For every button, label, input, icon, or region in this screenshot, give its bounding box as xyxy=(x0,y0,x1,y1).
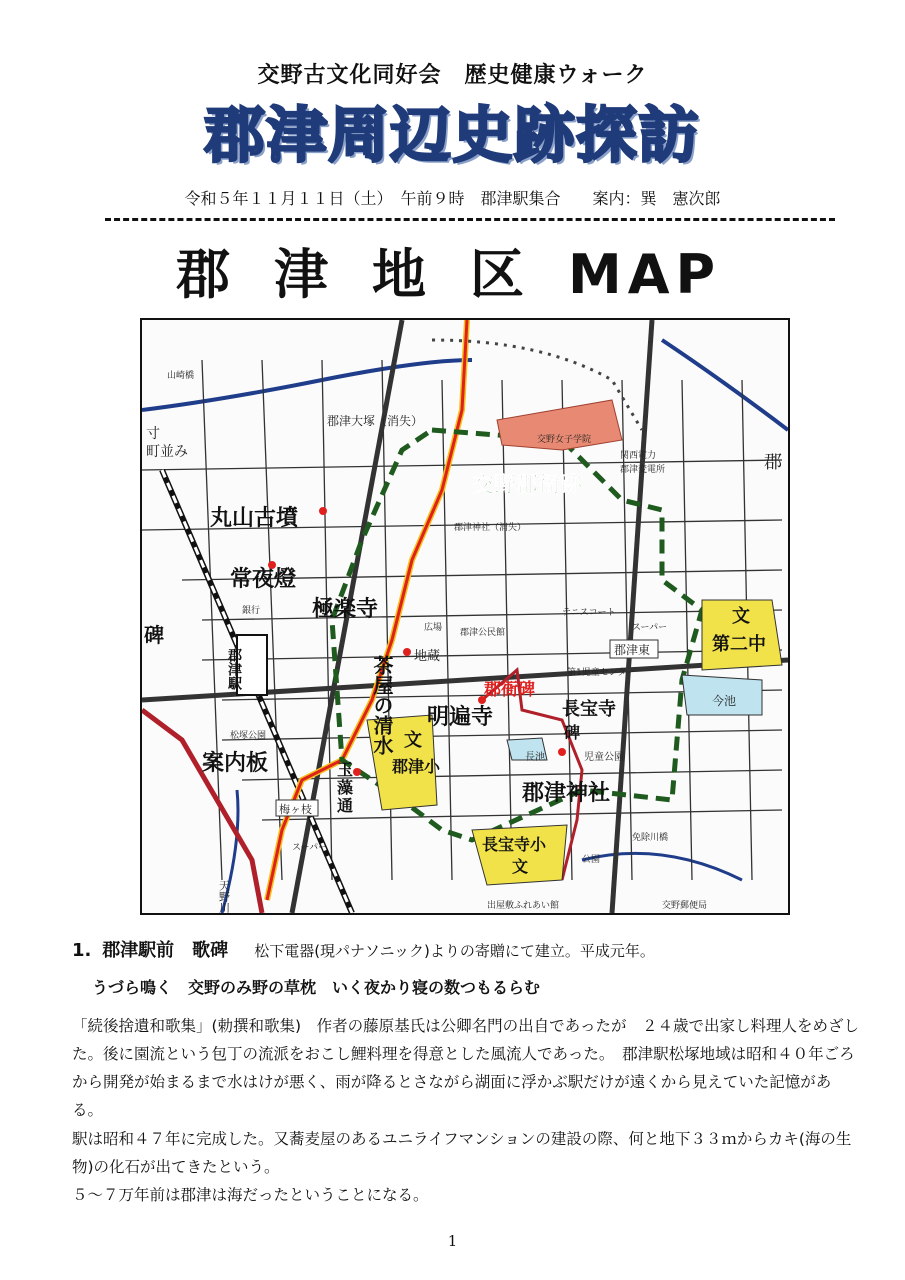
event-details: 令和５年１１月１１日（土） 午前９時 郡津駅集合 案内：巽 憲次郎 xyxy=(184,189,721,208)
page-number: 1 xyxy=(447,1232,458,1250)
dashed-divider xyxy=(105,218,835,221)
label-joyato: 常夜燈 xyxy=(230,567,297,592)
label-choho-sho: 長宝寺小 xyxy=(482,835,547,854)
poem: うづら鳴く 交野のみ野の草枕 いく夜かり寝の数つもるらむ xyxy=(92,978,541,997)
page-title: 郡津周辺史跡探訪 xyxy=(204,101,701,171)
label-super1: スーパー xyxy=(632,623,668,633)
label-umegae: 梅ヶ枝 xyxy=(279,803,312,816)
label-amano: 天野川 xyxy=(217,880,231,913)
label-maruyama: 丸山古墳 xyxy=(210,506,299,531)
label-koen: 公園 xyxy=(582,855,601,865)
label-tamamo-2: 藻 xyxy=(337,778,354,797)
label-kozu-higashi: 郡津東 xyxy=(614,643,651,657)
label-choho-bun: 文 xyxy=(512,857,529,876)
label-koban: 広場 xyxy=(424,623,443,633)
label-naga-ike: 長池 xyxy=(525,752,545,763)
label-kozu-otsuka: 郡津大塚（消失） xyxy=(327,414,424,428)
label-kozu-jinja-sub: 郡津神社（消失） xyxy=(454,523,527,533)
label-post: 交野郵便局 xyxy=(662,901,708,911)
label-jogakuin: 交野女子学院 xyxy=(537,435,592,445)
map-title-jp: 郡津地区 xyxy=(176,243,568,306)
club-name: 交野古文化同好会 歴史健康ウォーク xyxy=(257,63,648,88)
label-chaya: 茶屋の清水 xyxy=(370,655,394,755)
label-chohoji: 長宝寺 xyxy=(562,699,616,720)
label-kozu-jinja: 郡津神社 xyxy=(522,781,611,806)
label-hi-mark: 碑 xyxy=(564,723,581,742)
label-ku-left: 寸 xyxy=(146,426,160,442)
east-road xyxy=(612,320,652,913)
label-katano-gunga: 交野郡衙跡 xyxy=(472,473,583,498)
label-jizo: 地蔵 xyxy=(414,649,441,664)
label-daini-bun: 文 xyxy=(732,606,750,627)
river-north xyxy=(142,360,472,410)
section-description: 松下電器(現パナソニック)よりの寄贈にて建立。平成元年。 xyxy=(254,942,655,960)
label-sho-bun: 文 xyxy=(404,730,422,751)
paragraph-2: 駅は昭和４７年に完成した。又蕎麦屋のあるユニライフマンションの建設の際、何と地下３３ｍからカキ(海の生物)の化石が出てきたという。 xyxy=(72,1130,852,1176)
paragraph-1: 「続後捨遺和歌集」(勅撰和歌集) 作者の藤原基氏は公卿名門の出自であったが ２４歳で出家し料理人をめざした。後に園流という包丁の流派をおこし鯉料理を得意とした風流人であった。 郡津駅松塚地域は昭和４０年ごろから開発が始まるまで水はけが悪く、雨が降るとさながら湖面に浮かぶ駅だけが遠くから見えていた記憶がある。 xyxy=(72,1017,859,1119)
label-annai: 案内板 xyxy=(202,751,269,776)
label-fureai: 出屋敷ふれあい館 xyxy=(487,901,560,911)
label-tamamo-1: 玉 xyxy=(337,760,354,779)
section-number: 1. xyxy=(72,940,92,961)
label-myohenji: 明遍寺 xyxy=(427,705,494,730)
label-jido: 第1児童センター xyxy=(567,668,636,678)
map-svg xyxy=(142,320,788,913)
label-super2: スーパー xyxy=(292,843,328,853)
label-menkyo: 免除川橋 xyxy=(632,833,669,843)
section-heading xyxy=(72,936,655,962)
label-station: 郡津駅 xyxy=(226,648,242,690)
river-ne xyxy=(662,340,788,430)
label-cho-nami: 町並み xyxy=(146,444,188,460)
label-tennis: テニスコート xyxy=(562,608,616,618)
map-title xyxy=(176,232,721,309)
paragraph-3: ５〜７万年前は郡津は海だったということになる。 xyxy=(72,1186,429,1204)
label-daini: 第二中 xyxy=(712,634,766,655)
label-gokurakuji: 極楽寺 xyxy=(312,597,379,622)
area-map xyxy=(140,318,790,915)
label-ima-ike: 今池 xyxy=(712,694,737,708)
label-tamamo-3: 通 xyxy=(337,796,354,815)
label-sho: 郡津小 xyxy=(392,757,441,776)
section-title: 郡津駅前 歌碑 xyxy=(102,940,229,961)
river-south xyxy=(582,853,742,880)
label-hi-left: 碑 xyxy=(144,623,164,647)
label-right-edge: 郡 xyxy=(764,452,782,473)
label-kanden: 関西電力 xyxy=(620,451,657,461)
choho-sho-area xyxy=(472,825,567,885)
label-gunga-hi: 郡衙碑 xyxy=(484,680,535,700)
label-kanden-sub: 郡津変電所 xyxy=(620,465,666,475)
label-jido-koen: 児童公園 xyxy=(584,752,624,763)
label-matsu-park: 松塚公園 xyxy=(230,731,267,741)
label-ginko: 銀行 xyxy=(242,606,261,616)
map-title-en: MAP xyxy=(568,243,722,306)
label-yamane: 山崎橋 xyxy=(167,371,195,381)
label-kominkan: 郡津公民館 xyxy=(460,628,506,638)
